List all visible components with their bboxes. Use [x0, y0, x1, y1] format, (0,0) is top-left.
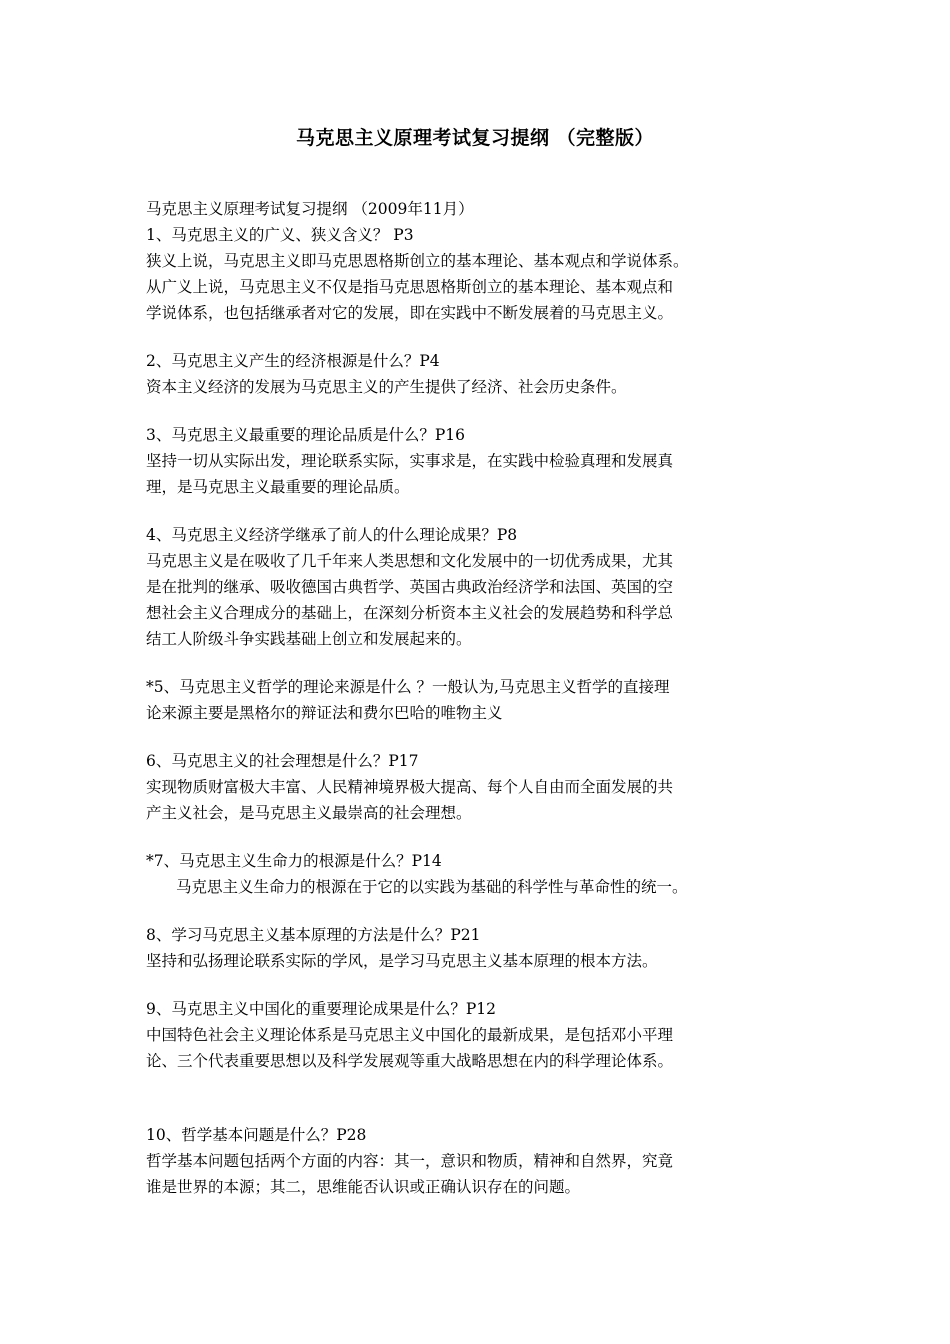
paragraph-gap [146, 400, 806, 422]
document-title: 马克思主义原理考试复习提纲 （完整版） [295, 127, 655, 149]
answer-4-line-2: 是在批判的继承、吸收德国古典哲学、英国古典政治经济学和法国、英国的空 [146, 578, 674, 596]
answer-1-line-2: 从广义上说，马克思主义不仅是指马克思恩格斯创立的基本理论、基本观点和 [146, 278, 674, 296]
answer-7-line-1: 马克思主义生命力的根源在于它的以实践为基础的科学性与革命性的统一。 [176, 878, 688, 896]
paragraph-gap [146, 826, 806, 848]
paragraph-gap [146, 726, 806, 748]
paragraph-gap [146, 1074, 806, 1122]
paragraph-gap [146, 326, 806, 348]
answer-9-line-1: 中国特色社会主义理论体系是马克思主义中国化的最新成果，是包括邓小平理 [146, 1026, 674, 1044]
question-8: 8、学习马克思主义基本原理的方法是什么？P21 [146, 926, 481, 944]
answer-6-line-1: 实现物质财富极大丰富、人民精神境界极大提高、每个人自由而全面发展的共 [146, 778, 674, 796]
answer-4-line-1: 马克思主义是在吸收了几千年来人类思想和文化发展中的一切优秀成果，尤其 [146, 552, 674, 570]
paragraph-gap [146, 900, 806, 922]
document-subtitle: 马克思主义原理考试复习提纲 （2009年11月） [146, 200, 474, 218]
answer-9-line-2: 论、三个代表重要思想以及科学发展观等重大战略思想在内的科学理论体系。 [146, 1052, 674, 1070]
answer-10-line-1: 哲学基本问题包括两个方面的内容：其一，意识和物质，精神和自然界，究竟 [146, 1152, 674, 1170]
paragraph-gap [146, 974, 806, 996]
question-4: 4、马克思主义经济学继承了前人的什么理论成果？P8 [146, 526, 518, 544]
answer-1-line-1: 狭义上说，马克思主义即马克思恩格斯创立的基本理论、基本观点和学说体系。 [146, 252, 689, 270]
question-1: 1、马克思主义的广义、狭义含义？ P3 [146, 226, 414, 244]
question-5-line-2: 论来源主要是黑格尔的辩证法和费尔巴哈的唯物主义 [146, 704, 503, 722]
paragraph-gap [146, 500, 806, 522]
answer-2-line-1: 资本主义经济的发展为马克思主义的产生提供了经济、社会历史条件。 [146, 378, 627, 396]
answer-10-line-2: 谁是世界的本源；其二，思维能否认识或正确认识存在的问题。 [146, 1178, 581, 1196]
question-2: 2、马克思主义产生的经济根源是什么？P4 [146, 352, 440, 370]
answer-4-line-3: 想社会主义合理成分的基础上，在深刻分析资本主义社会的发展趋势和科学总 [146, 604, 674, 622]
question-6: 6、马克思主义的社会理想是什么？P17 [146, 752, 419, 770]
question-3: 3、马克思主义最重要的理论品质是什么？P16 [146, 426, 466, 444]
answer-3-line-2: 理，是马克思主义最重要的理论品质。 [146, 478, 410, 496]
question-9: 9、马克思主义中国化的重要理论成果是什么？P12 [146, 1000, 497, 1018]
answer-1-line-3: 学说体系，也包括继承者对它的发展，即在实践中不断发展着的马克思主义。 [146, 304, 674, 322]
paragraph-gap [146, 652, 806, 674]
answer-4-line-4: 结工人阶级斗争实践基础上创立和发展起来的。 [146, 630, 472, 648]
question-5-line-1: *5、马克思主义哲学的理论来源是什么 ？一般认为,马克思主义哲学的直接理 [146, 678, 670, 696]
answer-3-line-1: 坚持一切从实际出发，理论联系实际，实事求是，在实践中检验真理和发展真 [146, 452, 674, 470]
answer-8-line-1: 坚持和弘扬理论联系实际的学风，是学习马克思主义基本原理的根本方法。 [146, 952, 658, 970]
document-body [146, 196, 806, 1200]
question-7: *7、马克思主义生命力的根源是什么？P14 [146, 852, 442, 870]
question-10: 10、哲学基本问题是什么？P28 [146, 1126, 367, 1144]
answer-6-line-2: 产主义社会，是马克思主义最崇高的社会理想。 [146, 804, 472, 822]
